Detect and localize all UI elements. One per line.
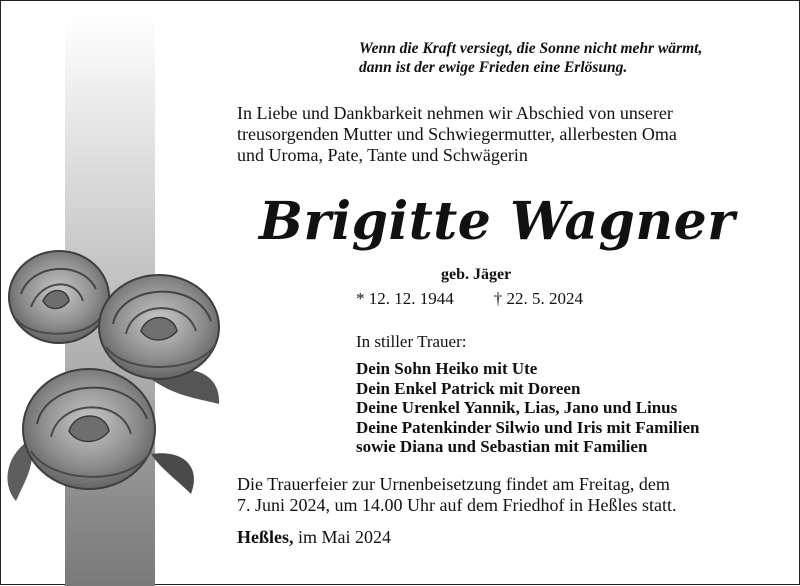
mourners-heading: In stiller Trauer: bbox=[356, 332, 467, 351]
mourners-list bbox=[356, 359, 700, 457]
roses-illustration bbox=[1, 239, 231, 514]
place-date bbox=[237, 527, 391, 548]
mourner-line: Deine Patenkinder Silwio und Iris mit Familien bbox=[356, 417, 700, 437]
intro-line: In Liebe und Dankbarkeit nehmen wir Abschied von unserer bbox=[237, 103, 673, 123]
intro-line: und Uroma, Pate, Tante und Schwägerin bbox=[237, 145, 528, 165]
motto-quote bbox=[359, 39, 779, 77]
mourner-line: sowie Diana und Sebastian mit Familien bbox=[356, 437, 648, 456]
mourner-line: Deine Urenkel Yannik, Lias, Jano und Linus bbox=[356, 398, 678, 417]
life-dates bbox=[356, 289, 583, 309]
birth-name: geb. Jäger bbox=[441, 266, 512, 283]
funeral-notice bbox=[237, 474, 777, 516]
mourner-line: Dein Enkel Patrick mit Doreen bbox=[356, 378, 581, 398]
deceased-name: Brigitte Wagner bbox=[259, 191, 736, 252]
death-date: † 22. 5. 2024 bbox=[493, 289, 583, 308]
intro-line: treusorgenden Mutter und Schwiegermutter, allerbesten Oma bbox=[237, 124, 677, 144]
place-name: Heßles, bbox=[237, 527, 294, 547]
funeral-line: Die Trauerfeier zur Urnenbeisetzung findet am Freitag, dem bbox=[237, 474, 670, 494]
birth-date: * 12. 12. 1944 bbox=[356, 289, 454, 308]
funeral-line: 7. Juni 2024, um 14.00 Uhr auf dem Friedhof in Heßles statt. bbox=[237, 495, 677, 515]
motto-line: dann ist der ewige Frieden eine Erlösung. bbox=[359, 59, 628, 76]
mourner-line: Dein Sohn Heiko mit Ute bbox=[356, 359, 538, 378]
intro-text bbox=[237, 103, 777, 166]
notice-date: im Mai 2024 bbox=[298, 527, 391, 547]
motto-line: Wenn die Kraft versiegt, die Sonne nicht mehr wärmt, bbox=[359, 40, 703, 57]
